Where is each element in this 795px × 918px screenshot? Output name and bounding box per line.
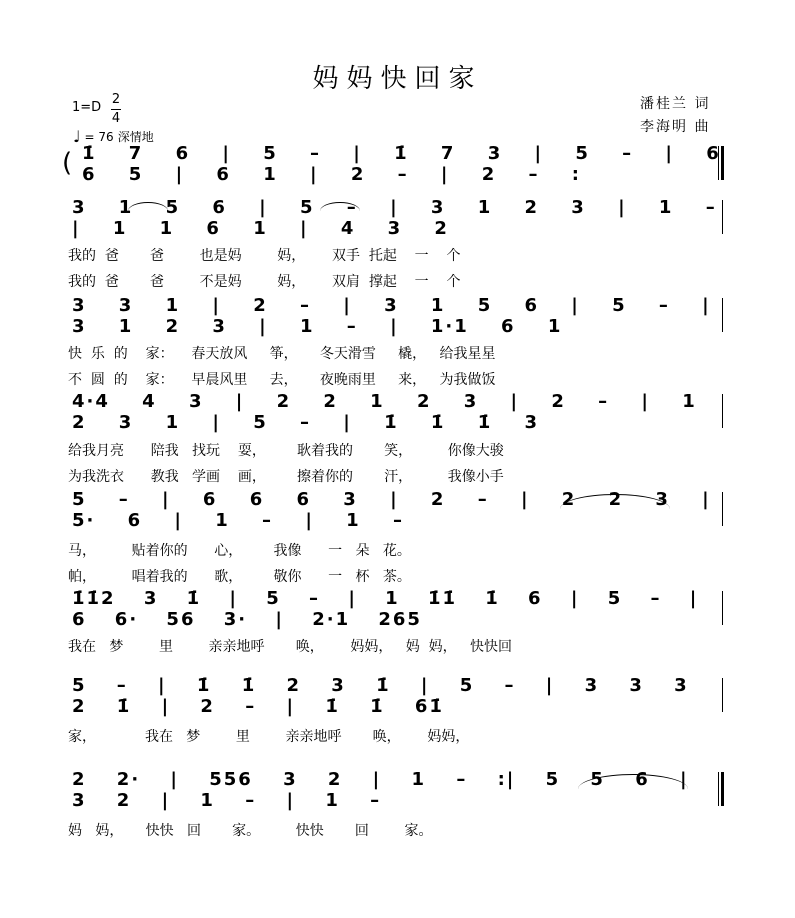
lyric-line-1: 我在 梦 里 亲亲地呼 唤， 妈妈， 妈 妈， 快快回 xyxy=(68,639,513,655)
repeat-start-sign: ( xyxy=(62,148,73,178)
tempo-bpm: = 76 xyxy=(84,129,114,144)
stave-notes: 1̇1̇2 3 1̇ | 5 – | 1 1̇1̇ 1̇ 6 | 5 – | 6 6· 56 3· | 2·1 265 xyxy=(72,588,699,630)
time-signature xyxy=(111,91,121,128)
stave-row xyxy=(0,198,795,238)
stave-row xyxy=(0,676,795,716)
quarter-note-icon: ♩ xyxy=(73,126,81,146)
stave-notes: 1̇ 7 6 | 5 – | 1̇ 7 3 | 5 – | 6 6 5 | 6 1 | 2 – | 2 – : xyxy=(82,143,721,185)
barline xyxy=(722,591,723,625)
barline xyxy=(722,394,723,428)
tempo-expression: 深情地 xyxy=(117,130,154,144)
time-signature-bottom: 4 xyxy=(111,111,121,126)
lyric-line-1: 给我月亮 陪我 找玩 耍， 耿着我的 笑， 你像大骏 xyxy=(68,443,504,459)
lyric-line-2: 为我洗衣 教我 学画 画， 擦着你的 汗， 我像小手 xyxy=(68,469,504,485)
stave-row xyxy=(0,392,795,432)
time-signature-top: 2 xyxy=(111,92,121,107)
lyric-line-1: 马， 贴着你的 心， 我像 一 朵 花。 xyxy=(68,543,411,559)
barline xyxy=(722,298,723,332)
lyricist-credit: 潘桂兰 词 xyxy=(640,96,711,112)
barline xyxy=(722,678,723,712)
stave-notes: 5 – | 1̇ 1̇ 2 3 1̇ | 5 – | 3 3 3 2 1̇ | 2 – | 1̇ 1̇ 61̇ xyxy=(72,675,689,717)
final-barline xyxy=(718,772,724,806)
final-barline xyxy=(718,146,724,180)
stave-notes: 3 1 5 6 | 5 – | 3 1 2 3 | 1 – | 1 1 6 1 | 4 3 2 xyxy=(72,197,717,239)
stave-row xyxy=(0,589,795,629)
stave-row xyxy=(0,296,795,336)
stave-notes: 4·4 4 3 | 2 2 1 2 3 | 2 – | 1 2 3 1 | 5 – | 1̇ 1̇ 1̇ 3 xyxy=(72,391,697,433)
stave-row xyxy=(0,490,795,530)
lyric-line-1: 家， 我在 梦 里 亲亲地呼 唤， 妈妈， xyxy=(68,729,470,745)
lyric-line-2: 帕， 唱着我的 歌， 敬你 一 杯 茶。 xyxy=(68,569,411,585)
stave-notes: 2 2· | 556 3 2 | 1 – :| 5 5 6 | 3 2 | 1 – | 1 – xyxy=(72,769,689,811)
lyric-line-2: 我的 爸 爸 不是妈 妈， 双肩 撑起 一 个 xyxy=(68,274,461,290)
barline xyxy=(722,492,723,526)
lyric-line-1: 快 乐 的 家： 春天放风 筝， 冬天滑雪 橇， 给我星星 xyxy=(68,346,496,362)
composer-credit: 李海明 曲 xyxy=(640,119,711,135)
stave-row xyxy=(0,144,795,184)
stave-notes: 5 – | 6 6 6 3 | 2 – | 2 2 3 | 5· 6 | 1 – | 1 – xyxy=(72,489,711,531)
song-title: 妈妈快回家 xyxy=(312,64,483,94)
lyric-line-2: 不 圆 的 家： 早晨风里 去， 夜晚雨里 来， 为我做饭 xyxy=(68,372,496,388)
lyric-line-1: 我的 爸 爸 也是妈 妈， 双手 托起 一 个 xyxy=(68,248,461,264)
barline xyxy=(722,200,723,234)
key-signature: 1=D xyxy=(72,100,102,115)
stave-row xyxy=(0,770,795,810)
stave-notes: 3 3 1 | 2 – | 3 1 5 6 | 5 – | 3 1 2 3 | 1 – | 1·1 6 1 xyxy=(72,295,711,337)
lyric-line-1: 妈 妈， 快快 回 家。 快快 回 家。 xyxy=(68,823,433,839)
